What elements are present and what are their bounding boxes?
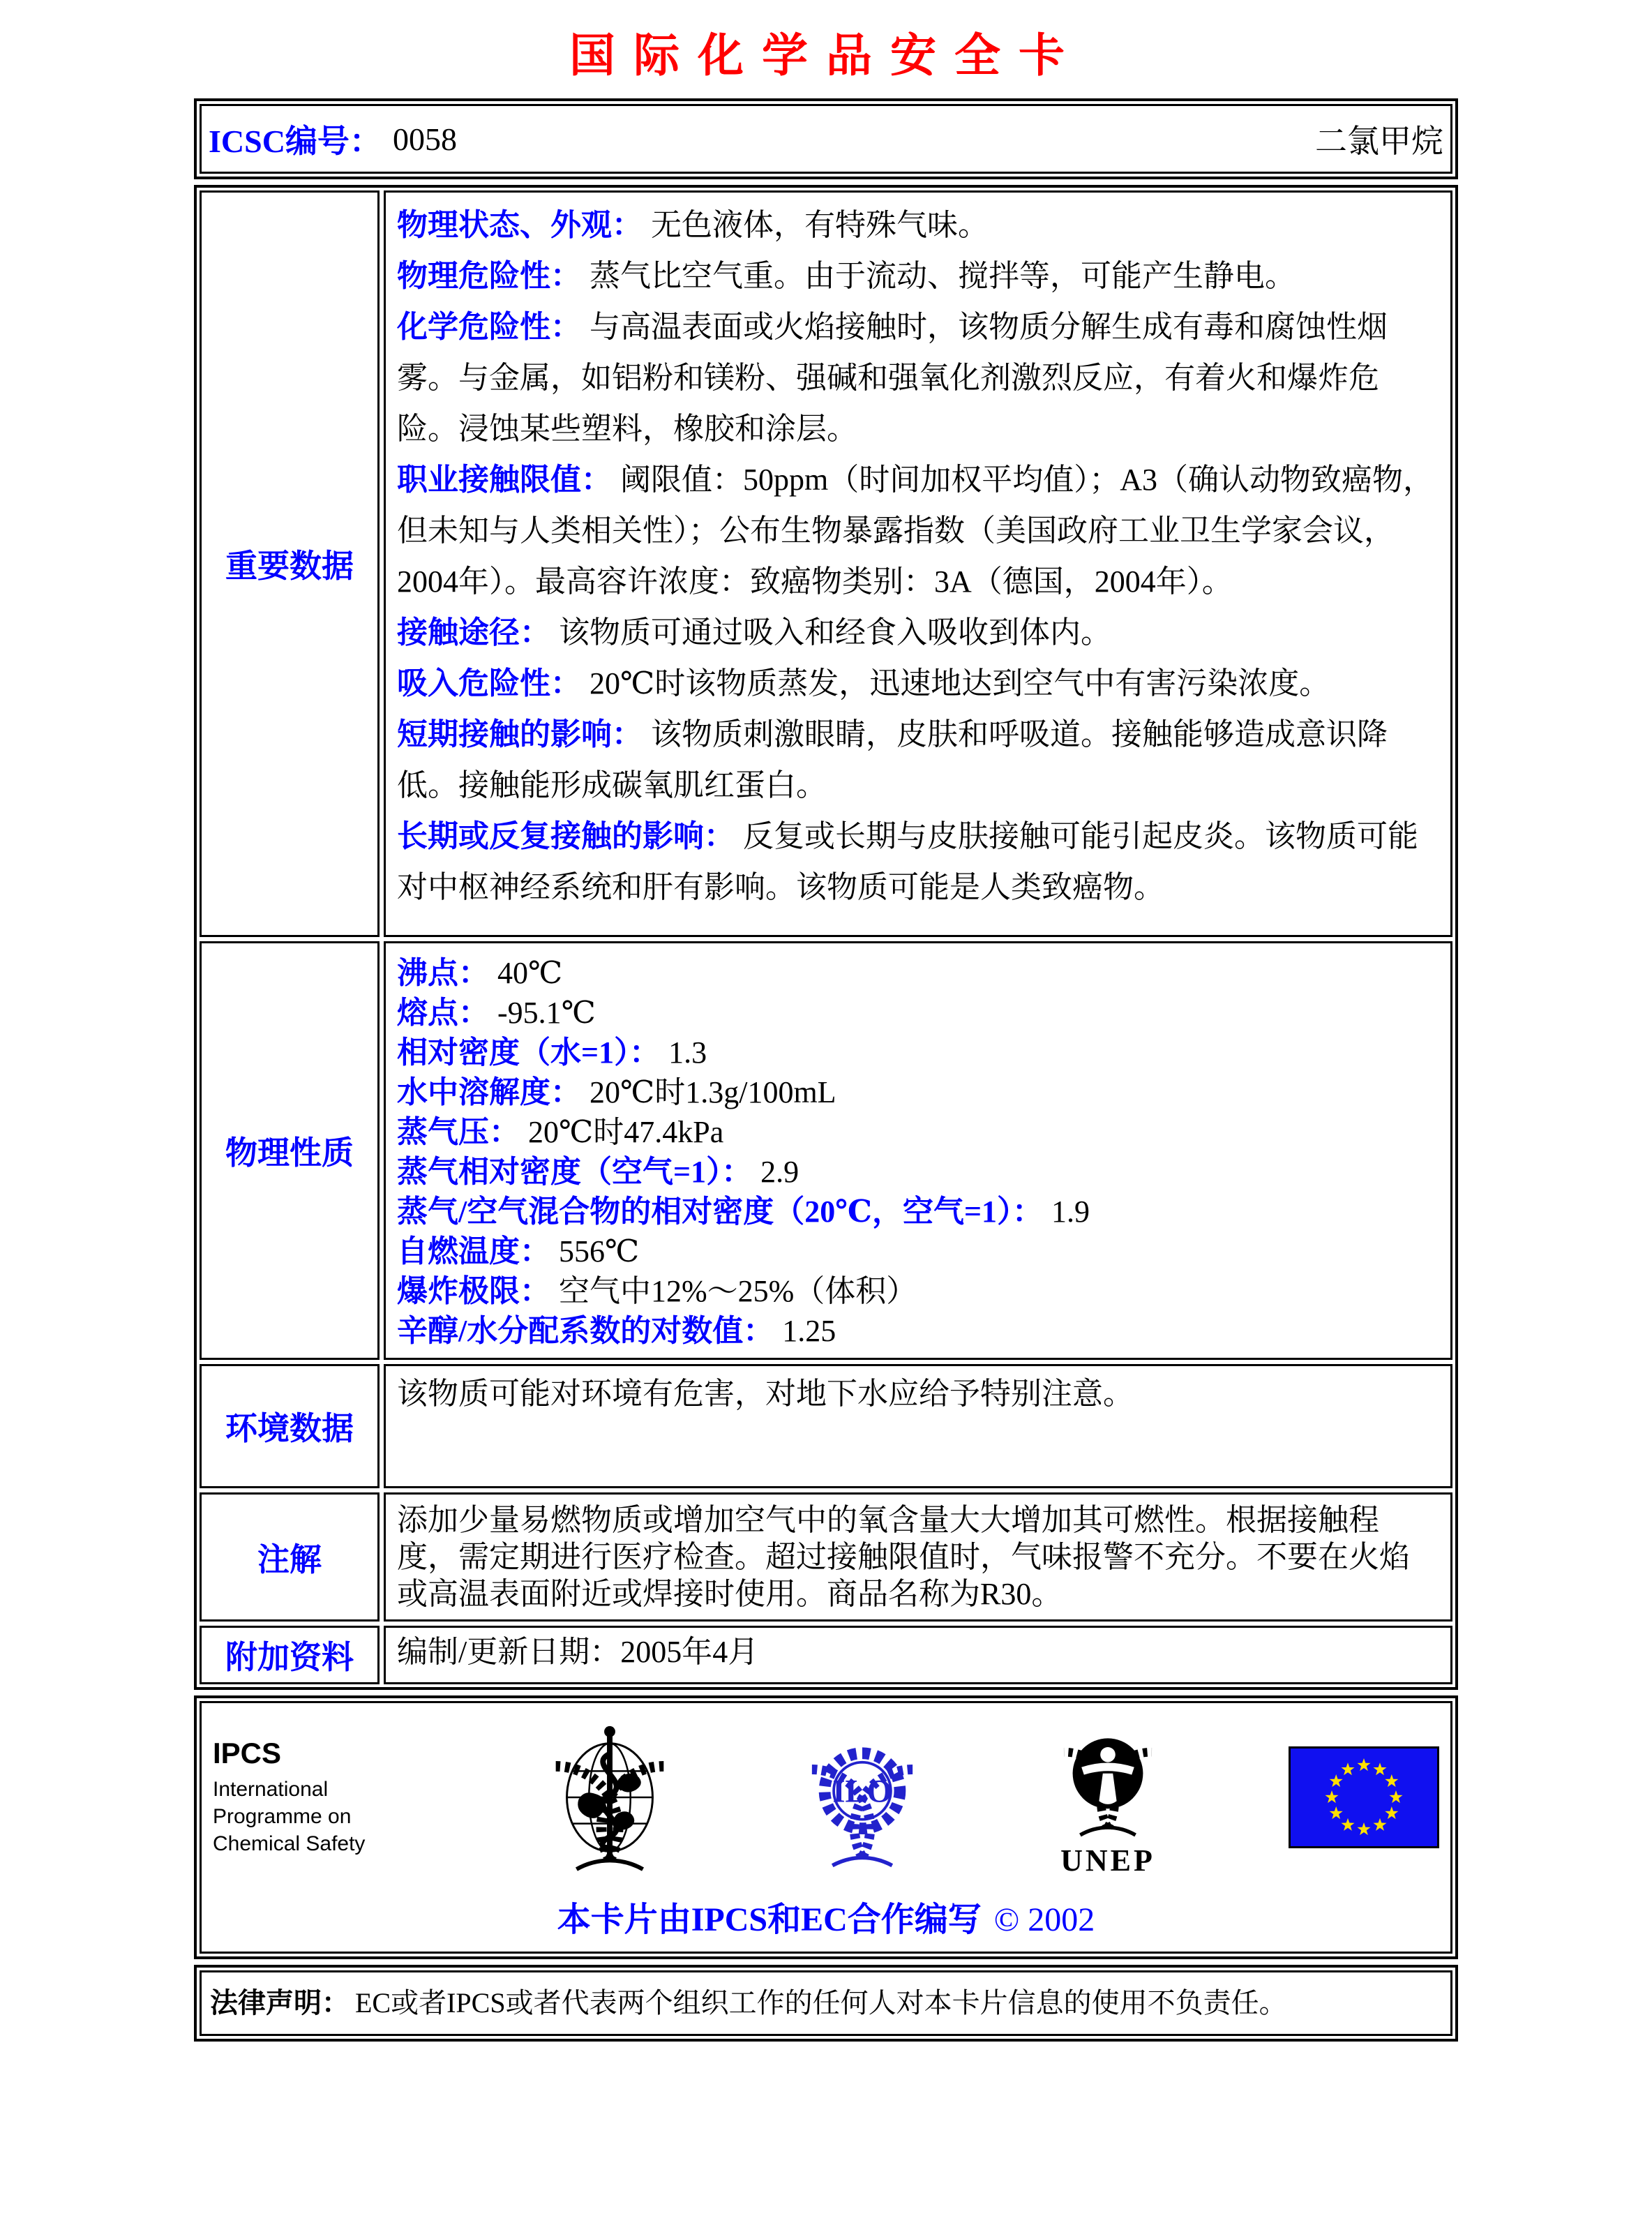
field-label: 沸点： — [397, 956, 489, 990]
field-value: 1.25 — [782, 1314, 836, 1348]
icsc-number-value: 0058 — [392, 121, 457, 157]
physical-property-item — [397, 1192, 1439, 1231]
additional-info-text: 编制/更新日期：2005年4月 — [397, 1635, 759, 1669]
physical-property-item — [397, 1033, 1439, 1072]
important-data-item — [397, 607, 1439, 658]
legal-label: 法律声明： — [210, 1987, 350, 2019]
field-value: 无色液体，有特殊气味。 — [651, 208, 989, 242]
ipcs-line: Programme on — [213, 1805, 352, 1828]
field-value: 40℃ — [497, 956, 563, 990]
field-value: 20℃时1.3g/100mL — [590, 1075, 836, 1109]
header-table — [194, 98, 1458, 179]
physical-property-item — [397, 1152, 1439, 1192]
field-label: 短期接触的影响： — [397, 717, 643, 751]
legal-row — [200, 1970, 1452, 2036]
row-label-notes: 注解 — [200, 1492, 380, 1622]
unep-logo-icon — [1045, 1716, 1171, 1878]
important-data-item — [397, 301, 1439, 454]
field-value: 556℃ — [559, 1234, 640, 1268]
legal-text: EC或者IPCS或者代表两个组织工作的任何人对本卡片信息的使用不负责任。 — [355, 1987, 1287, 2019]
field-value: 反复或长期与皮肤接触可能引起皮炎。该物质可能对中枢神经系统和肝有影响。该物质可能是人类致癌物。 — [397, 819, 1418, 904]
logos-row — [202, 1703, 1450, 1878]
page-title: 国际化学品安全卡 — [569, 31, 1083, 82]
important-data-item — [397, 658, 1439, 709]
ipcs-line: International — [213, 1778, 329, 1801]
notes-text: 添加少量易燃物质或增加空气中的氧含量大大增加其可燃性。根据接触程度，需定期进行医疗检查。超过接触限值时，气味报警不充分。不要在火焰或高温表面附近或焊接时使用。商品名称为R30。 — [397, 1503, 1410, 1611]
physical-property-item — [397, 1311, 1439, 1351]
field-label: 化学危险性： — [397, 310, 581, 344]
field-value: 20℃时47.4kPa — [528, 1115, 724, 1149]
field-value: 蒸气比空气重。由于流动、搅拌等，可能产生静电。 — [590, 259, 1296, 293]
field-label: 职业接触限值： — [397, 463, 612, 497]
row-label-physical-properties: 物理性质 — [200, 941, 380, 1360]
field-label: 熔点： — [397, 996, 489, 1030]
field-label: 自燃温度： — [397, 1234, 550, 1268]
field-label: 物理状态、外观： — [397, 208, 643, 242]
important-data-content — [384, 190, 1452, 937]
ipcs-line: Chemical Safety — [213, 1832, 366, 1855]
field-value: 1.9 — [1051, 1195, 1090, 1229]
physical-property-item — [397, 1072, 1439, 1112]
chemical-name: 二氯甲烷 — [1315, 123, 1443, 159]
physical-property-item — [397, 953, 1439, 993]
physical-property-item — [397, 1112, 1439, 1152]
ilo-logo-text: ILO — [832, 1774, 892, 1810]
field-value: 1.3 — [668, 1035, 707, 1070]
field-label: 蒸气相对密度（空气=1）： — [397, 1155, 753, 1189]
field-label: 物理危险性： — [397, 259, 581, 293]
field-value: 该物质刺激眼睛，皮肤和呼吸道。接触能够造成意识降低。接触能形成碳氧肌红蛋白。 — [397, 717, 1388, 802]
main-table — [194, 185, 1458, 1690]
eu-flag-icon — [1289, 1746, 1439, 1848]
icsc-card — [194, 18, 1458, 2042]
field-label: 水中溶解度： — [397, 1075, 581, 1109]
field-value: 空气中12%～25%（体积） — [559, 1274, 917, 1308]
field-label: 爆炸极限： — [397, 1274, 550, 1308]
row-label-additional-info: 附加资料 — [200, 1626, 380, 1684]
field-value: 阈限值：50ppm（时间加权平均值）；A3（确认动物致癌物，但未知与人类相关性）；公布生物暴露指数（美国政府工业卫生学家会议，2004年）。最高容许浓度：致癌物类别：3A（德国，2004年）。 — [397, 463, 1434, 599]
important-data-item — [397, 811, 1439, 913]
ipcs-acronym: IPCS — [213, 1737, 282, 1769]
unep-logo-text: UNEP — [1060, 1843, 1155, 1878]
additional-info-content — [384, 1626, 1452, 1684]
header-row — [200, 104, 1452, 174]
field-label: 蒸气压： — [397, 1115, 520, 1149]
field-value: 20℃时该物质蒸发，迅速地达到空气中有害污染浓度。 — [590, 666, 1330, 701]
environmental-data-content — [384, 1364, 1452, 1488]
field-label: 辛醇/水分配系数的对数值： — [397, 1314, 774, 1348]
field-value: 与高温表面或火焰接触时，该物质分解生成有毒和腐蚀性烟雾。与金属，如铝粉和镁粉、强碱和强氧化剂激烈反应，有着火和爆炸危险。浸蚀某些塑料，橡胶和涂层。 — [397, 310, 1388, 446]
footer-cell — [200, 1701, 1452, 1954]
important-data-item — [397, 709, 1439, 811]
row-label-important-data: 重要数据 — [200, 190, 380, 937]
ilo-logo-icon — [797, 1719, 927, 1875]
important-data-item — [397, 250, 1439, 301]
physical-properties-content — [384, 941, 1452, 1360]
field-value: 2.9 — [760, 1155, 799, 1189]
legal-table — [194, 1965, 1458, 2042]
footer-table — [194, 1695, 1458, 1959]
icsc-number-group — [209, 116, 457, 162]
field-label: 接触途径： — [397, 615, 550, 650]
icsc-number-label: ICSC编号： — [209, 123, 382, 159]
credit-text: 本卡片由IPCS和EC合作编写 — [557, 1901, 982, 1938]
physical-property-item — [397, 993, 1439, 1033]
field-label: 吸入危险性： — [397, 666, 581, 701]
physical-property-item — [397, 1271, 1439, 1311]
credit-line — [202, 1892, 1450, 1940]
ipcs-block — [213, 1737, 422, 1857]
physical-property-item — [397, 1231, 1439, 1271]
field-value: -95.1℃ — [497, 996, 596, 1030]
copyright-text: © 2002 — [993, 1901, 1095, 1938]
field-label: 相对密度（水=1）： — [397, 1035, 661, 1070]
row-label-environmental-data: 环境数据 — [200, 1364, 380, 1488]
environmental-data-text: 该物质可能对环境有危害，对地下水应给予特别注意。 — [397, 1377, 1134, 1411]
important-data-item — [397, 200, 1439, 250]
notes-content — [384, 1492, 1452, 1622]
field-label: 蒸气/空气混合物的相对密度（20℃，空气=1）： — [397, 1195, 1044, 1229]
important-data-item — [397, 454, 1439, 607]
field-label: 长期或反复接触的影响： — [397, 819, 735, 853]
who-logo-icon — [540, 1718, 679, 1877]
field-value: 该物质可通过吸入和经食入吸收到体内。 — [559, 615, 1111, 650]
